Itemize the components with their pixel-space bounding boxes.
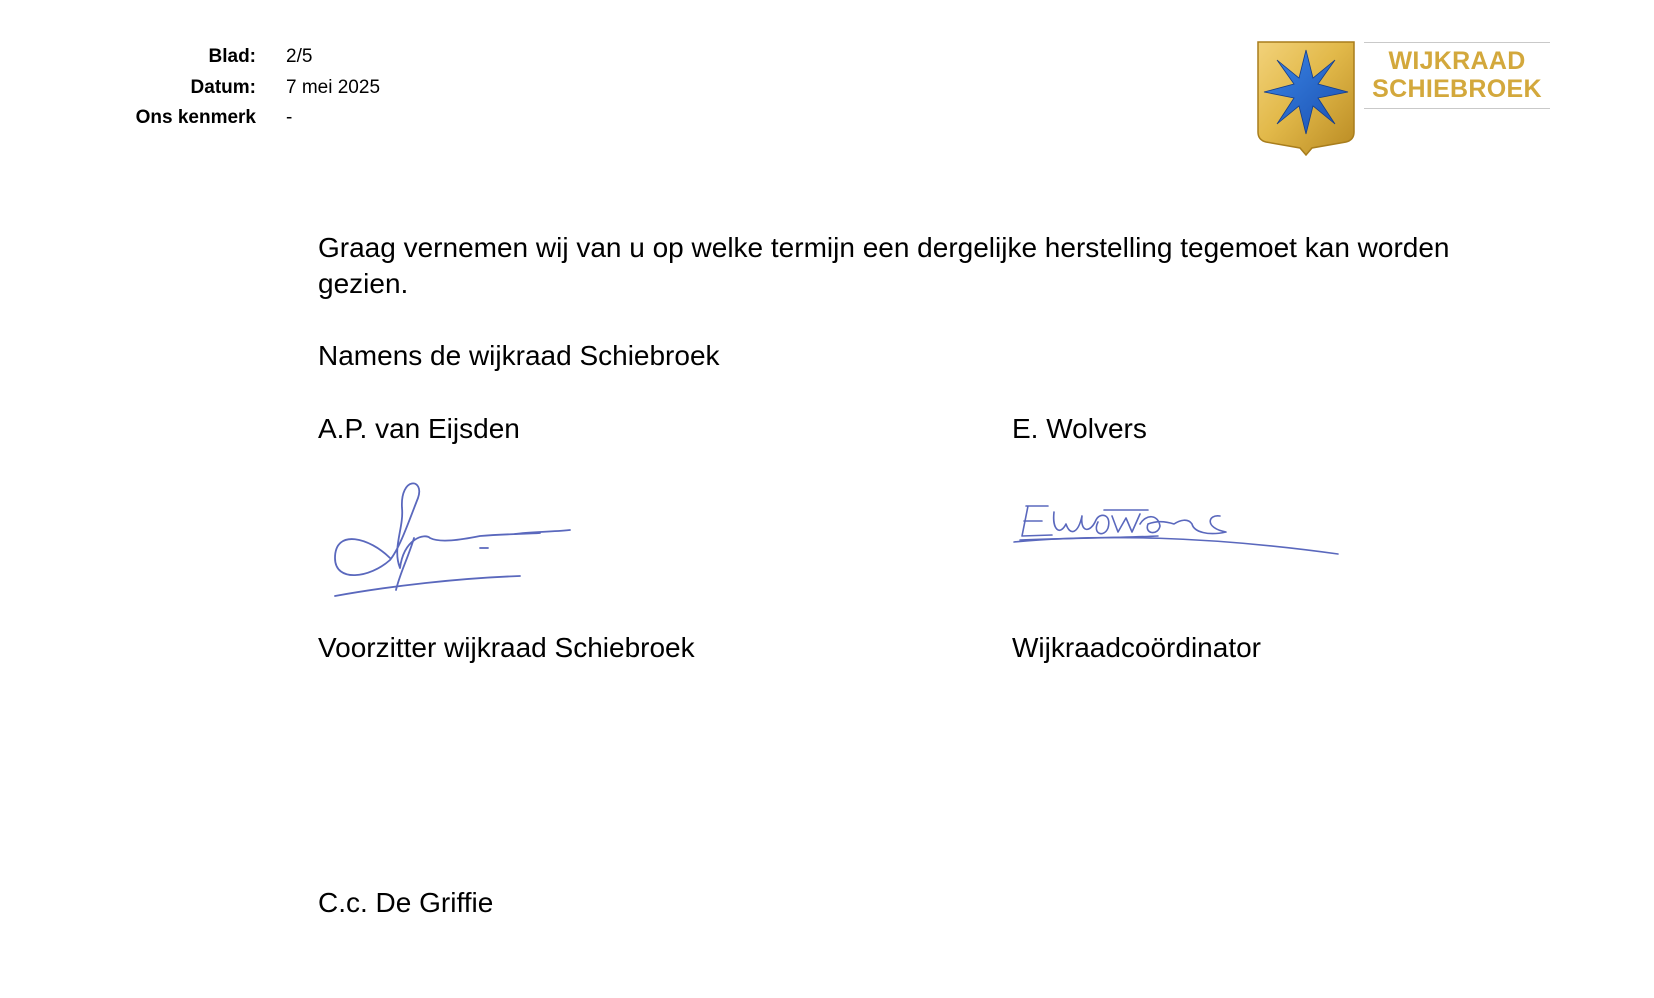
star-shield-icon	[1256, 40, 1356, 156]
meta-value-date: 7 mei 2025	[286, 76, 381, 98]
signatory-left-role: Voorzitter wijkraad Schiebroek	[318, 632, 695, 663]
meta-value-page: 2/5	[286, 46, 313, 67]
body-paragraph-request: Graag vernemen wij van u op welke termijn een dergelijke herstelling tegemoet kan worden gezien.	[318, 232, 1450, 299]
signatory-right-name: E. Wolvers	[1012, 413, 1147, 444]
meta-row-page	[120, 42, 380, 73]
meta-label-page: Blad:	[208, 46, 256, 67]
signatory-right-role: Wijkraadcoördinator	[1012, 632, 1261, 663]
body-paragraph-closing: Namens de wijkraad Schiebroek	[318, 340, 720, 371]
meta-row-reference	[120, 103, 380, 134]
letter-meta	[120, 42, 380, 134]
meta-row-date	[120, 73, 380, 104]
cc-line: C.c. De Griffie	[318, 887, 494, 918]
logo-wordmark	[1364, 42, 1550, 109]
signature-left-image	[330, 478, 600, 608]
meta-label-reference: Ons kenmerk	[135, 107, 256, 128]
logo-line-1: WIJKRAAD	[1388, 47, 1526, 75]
meta-label-date: Datum:	[190, 76, 256, 98]
wijkraad-logo	[1256, 40, 1556, 156]
signature-right-image	[1008, 484, 1348, 584]
meta-value-reference: -	[286, 107, 293, 128]
signatory-left-name: A.P. van Eijsden	[318, 413, 520, 444]
logo-line-2: SCHIEBROEK	[1372, 75, 1542, 103]
